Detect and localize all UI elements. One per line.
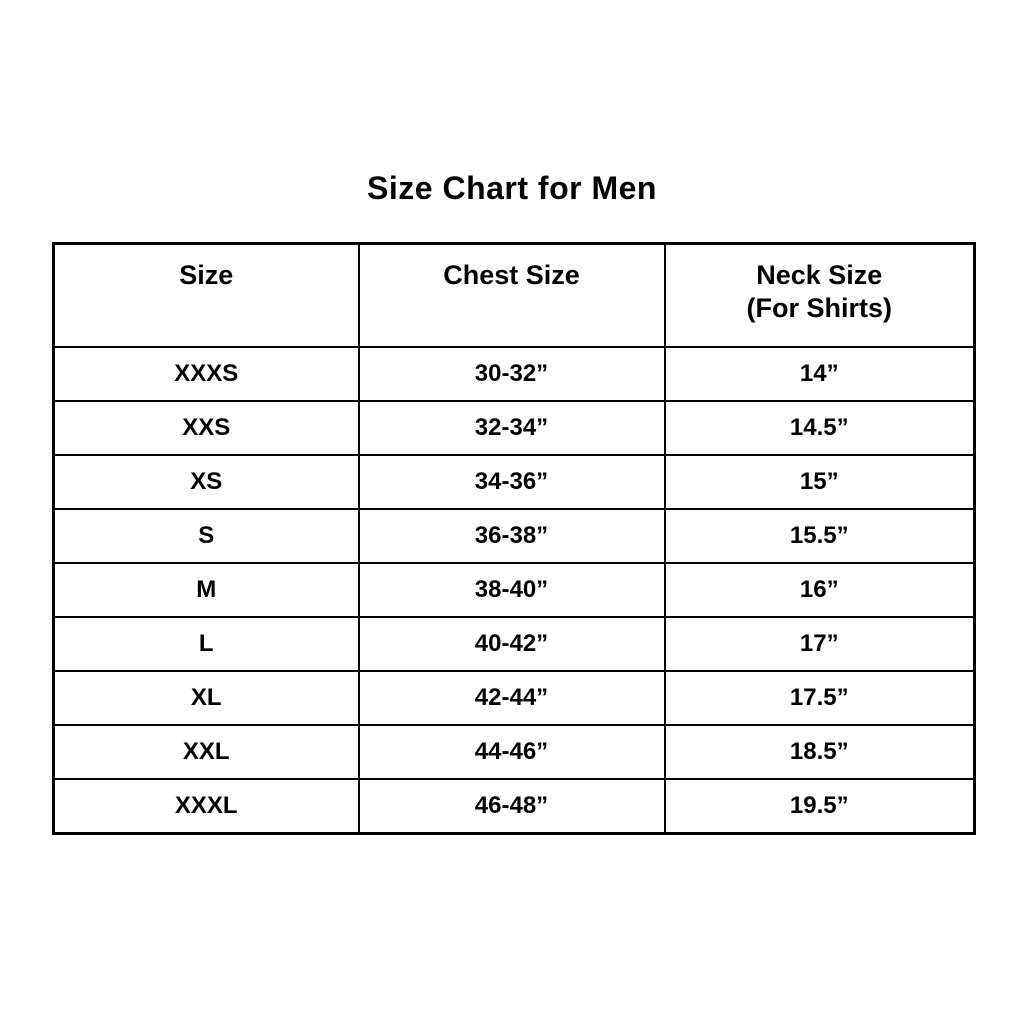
cell-size: XXXL xyxy=(54,779,359,834)
cell-chest-size: 30-32” xyxy=(359,347,665,401)
table-row xyxy=(54,347,975,401)
cell-chest-size: 44-46” xyxy=(359,725,665,779)
cell-neck-size: 14” xyxy=(665,347,975,401)
table-row xyxy=(54,401,975,455)
header-neck-size-line2: (For Shirts) xyxy=(746,293,892,323)
cell-neck-size: 14.5” xyxy=(665,401,975,455)
header-row xyxy=(54,244,975,348)
cell-neck-size: 15.5” xyxy=(665,509,975,563)
table-row xyxy=(54,455,975,509)
cell-chest-size: 40-42” xyxy=(359,617,665,671)
cell-size: S xyxy=(54,509,359,563)
cell-chest-size: 42-44” xyxy=(359,671,665,725)
cell-chest-size: 36-38” xyxy=(359,509,665,563)
cell-chest-size: 38-40” xyxy=(359,563,665,617)
cell-size: XXS xyxy=(54,401,359,455)
cell-size: XS xyxy=(54,455,359,509)
cell-size: L xyxy=(54,617,359,671)
cell-neck-size: 17.5” xyxy=(665,671,975,725)
cell-neck-size: 18.5” xyxy=(665,725,975,779)
cell-size: XXL xyxy=(54,725,359,779)
cell-chest-size: 46-48” xyxy=(359,779,665,834)
page-title: Size Chart for Men xyxy=(367,170,657,206)
table-row xyxy=(54,509,975,563)
header-neck-size-line1: Neck Size xyxy=(756,260,883,290)
table-row xyxy=(54,563,975,617)
cell-chest-size: 34-36” xyxy=(359,455,665,509)
cell-neck-size: 17” xyxy=(665,617,975,671)
table-row xyxy=(54,779,975,834)
cell-chest-size: 32-34” xyxy=(359,401,665,455)
header-neck-size xyxy=(665,244,975,348)
size-chart-table xyxy=(52,242,976,835)
cell-neck-size: 15” xyxy=(665,455,975,509)
cell-size: M xyxy=(54,563,359,617)
cell-size: XL xyxy=(54,671,359,725)
table-row xyxy=(54,617,975,671)
table-row xyxy=(54,725,975,779)
cell-neck-size: 16” xyxy=(665,563,975,617)
header-size: Size xyxy=(54,244,359,348)
cell-size: XXXS xyxy=(54,347,359,401)
table-row xyxy=(54,671,975,725)
header-chest-size: Chest Size xyxy=(359,244,665,348)
cell-neck-size: 19.5” xyxy=(665,779,975,834)
